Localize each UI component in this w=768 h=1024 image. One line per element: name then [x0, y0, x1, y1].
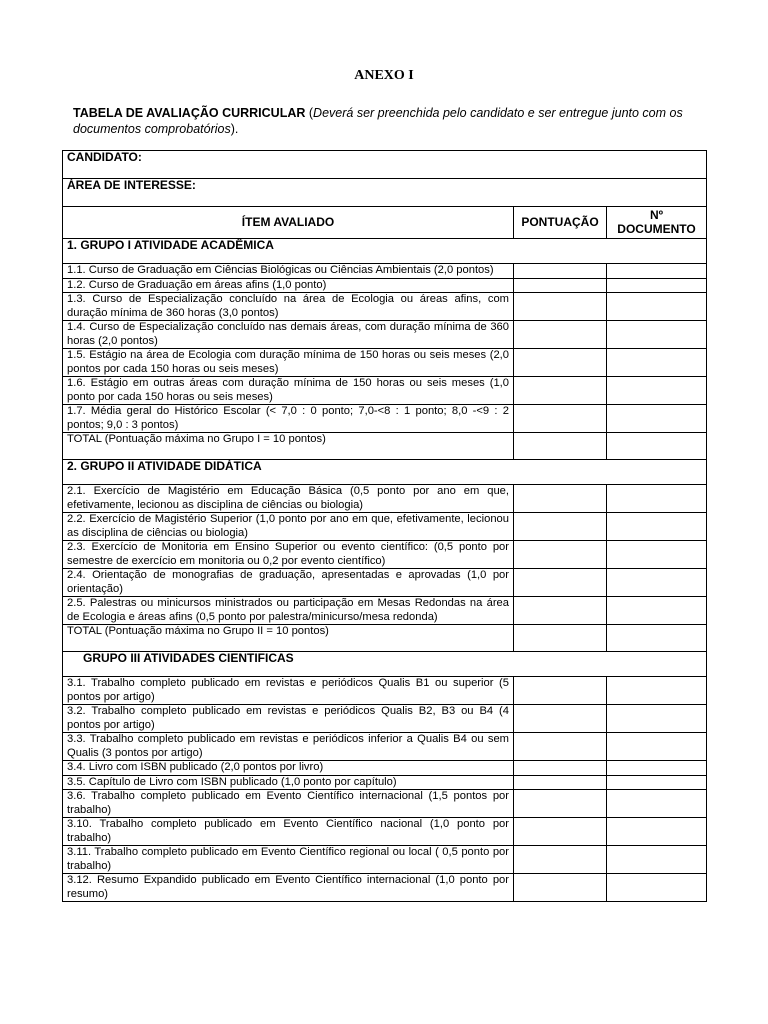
item-3-1: 3.1. Trabalho completo publicado em revistas e periódicos Qualis B1 ou superior (5 pontos por artigo) [63, 677, 514, 705]
column-header-document [607, 207, 707, 239]
candidate-row [63, 151, 707, 179]
table-row [63, 433, 707, 460]
group-1-title: 1. GRUPO I ATIVIDADE ACADÊMICA [63, 239, 707, 264]
table-row [63, 293, 707, 321]
area-of-interest-field[interactable]: ÁREA DE INTERESSE: [63, 179, 707, 207]
group-1-total: TOTAL (Pontuação máxima no Grupo I = 10 pontos) [63, 433, 514, 460]
item-1-3: 1.3. Curso de Especialização concluído na área de Ecologia ou áreas afins, com duração mínima de 360 horas (3,0 pontos) [63, 293, 514, 321]
table-row [63, 874, 707, 902]
item-1-6: 1.6. Estágio em outras áreas com duração mínima de 150 horas ou seis meses (1,0 ponto por cada 150 horas ou seis meses) [63, 377, 514, 405]
document-cell[interactable] [607, 513, 707, 541]
item-3-11: 3.11. Trabalho completo publicado em Evento Científico regional ou local ( 0,5 ponto por trabalho) [63, 846, 514, 874]
item-1-1: 1.1. Curso de Graduação em Ciências Biológicas ou Ciências Ambientais (2,0 pontos) [63, 264, 514, 279]
score-cell[interactable] [514, 321, 607, 349]
table-row [63, 569, 707, 597]
document-cell[interactable] [607, 597, 707, 625]
document-cell[interactable] [607, 761, 707, 776]
table-row [63, 733, 707, 761]
item-1-7: 1.7. Média geral do Histórico Escolar (< 7,0 : 0 ponto; 7,0-<8 : 1 ponto; 8,0 -<9 : 2 pontos; 9,0 : 3 pontos) [63, 405, 514, 433]
intro-close: ). [230, 122, 239, 136]
document-cell[interactable] [607, 278, 707, 293]
group-row [63, 460, 707, 485]
score-cell[interactable] [514, 485, 607, 513]
group-row [63, 652, 707, 677]
table-row [63, 405, 707, 433]
score-cell[interactable] [514, 761, 607, 776]
document-cell[interactable] [607, 569, 707, 597]
score-cell[interactable] [514, 733, 607, 761]
table-row [63, 846, 707, 874]
document-cell[interactable] [607, 874, 707, 902]
score-cell[interactable] [514, 705, 607, 733]
score-cell[interactable] [514, 513, 607, 541]
item-2-3: 2.3. Exercício de Monitoria em Ensino Superior ou evento científico: (0,5 ponto por semestre de exercício em monitoria ou 0,2 por evento científico) [63, 541, 514, 569]
document-cell[interactable] [607, 625, 707, 652]
group-2-total: TOTAL (Pontuação máxima no Grupo II = 10 pontos) [63, 625, 514, 652]
column-header-score: PONTUAÇÃO [514, 207, 607, 239]
document-cell[interactable] [607, 349, 707, 377]
score-cell[interactable] [514, 818, 607, 846]
table-row [63, 321, 707, 349]
score-cell[interactable] [514, 405, 607, 433]
column-header-item: ÍTEM AVALIADO [63, 207, 514, 239]
table-row [63, 541, 707, 569]
item-2-5: 2.5. Palestras ou minicursos ministrados ou participação em Mesas Redondas na área de Ecologia e áreas afins (0,5 ponto por palestra/minicurso/mesa redonda) [63, 597, 514, 625]
score-cell[interactable] [514, 293, 607, 321]
item-3-6: 3.6. Trabalho completo publicado em Evento Científico internacional (1,5 pontos por trabalho) [63, 790, 514, 818]
item-2-4: 2.4. Orientação de monografias de graduação, apresentadas e aprovadas (1,0 por orientação) [63, 569, 514, 597]
table-row [63, 377, 707, 405]
intro-heading: TABELA DE AVALIAÇÃO CURRICULAR [73, 106, 306, 120]
column-header-row [63, 207, 707, 239]
document-cell[interactable] [607, 705, 707, 733]
table-row [63, 818, 707, 846]
group-2-title: 2. GRUPO II ATIVIDADE DIDÁTICA [63, 460, 707, 485]
item-3-10: 3.10. Trabalho completo publicado em Evento Científico nacional (1,0 ponto por trabalho) [63, 818, 514, 846]
intro-open-paren: ( [305, 106, 314, 120]
annex-title: ANEXO I [354, 68, 414, 83]
table-row [63, 349, 707, 377]
document-cell[interactable] [607, 485, 707, 513]
document-cell[interactable] [607, 541, 707, 569]
column-header-document-line1: Nº [649, 208, 664, 222]
table-row [63, 485, 707, 513]
score-cell[interactable] [514, 625, 607, 652]
document-cell[interactable] [607, 818, 707, 846]
item-1-2: 1.2. Curso de Graduação em áreas afins (1,0 ponto) [63, 278, 514, 293]
score-cell[interactable] [514, 377, 607, 405]
document-cell[interactable] [607, 433, 707, 460]
document-cell[interactable] [607, 405, 707, 433]
score-cell[interactable] [514, 278, 607, 293]
item-3-2: 3.2. Trabalho completo publicado em revistas e periódicos Qualis B2, B3 ou B4 (4 pontos por artigo) [63, 705, 514, 733]
table-row [63, 775, 707, 790]
evaluation-table [62, 150, 707, 902]
document-cell[interactable] [607, 790, 707, 818]
column-header-document-line2: DOCUMENTO [617, 221, 696, 236]
score-cell[interactable] [514, 349, 607, 377]
table-row [63, 513, 707, 541]
document-cell[interactable] [607, 377, 707, 405]
intro-text [73, 105, 698, 137]
score-cell[interactable] [514, 433, 607, 460]
group-row [63, 239, 707, 264]
score-cell[interactable] [514, 677, 607, 705]
table-row [63, 677, 707, 705]
document-cell[interactable] [607, 775, 707, 790]
document-cell[interactable] [607, 321, 707, 349]
group-3-title: GRUPO III ATIVIDADES CIENTIFICAS [63, 652, 707, 677]
table-row [63, 264, 707, 279]
document-cell[interactable] [607, 733, 707, 761]
score-cell[interactable] [514, 874, 607, 902]
document-cell[interactable] [607, 677, 707, 705]
item-3-4: 3.4. Livro com ISBN publicado (2,0 pontos por livro) [63, 761, 514, 776]
score-cell[interactable] [514, 597, 607, 625]
score-cell[interactable] [514, 790, 607, 818]
table-row [63, 597, 707, 625]
item-3-12: 3.12. Resumo Expandido publicado em Evento Científico internacional (1,0 ponto por resumo) [63, 874, 514, 902]
item-2-1: 2.1. Exercício de Magistério em Educação Básica (0,5 ponto por ano em que, efetivamente, lecionou as disciplina de ciências ou biologia) [63, 485, 514, 513]
document-cell[interactable] [607, 264, 707, 279]
score-cell[interactable] [514, 569, 607, 597]
score-cell[interactable] [514, 264, 607, 279]
item-3-5: 3.5. Capítulo de Livro com ISBN publicado (1,0 ponto por capítulo) [63, 775, 514, 790]
candidate-field[interactable]: CANDIDATO: [63, 151, 707, 179]
document-cell[interactable] [607, 846, 707, 874]
score-cell[interactable] [514, 775, 607, 790]
document-cell[interactable] [607, 293, 707, 321]
item-2-2: 2.2. Exercício de Magistério Superior (1,0 ponto por ano em que, efetivamente, lecionou as disciplina de ciências ou biologia) [63, 513, 514, 541]
item-3-3: 3.3. Trabalho completo publicado em revistas e periódicos inferior a Qualis B4 ou sem Qualis (3 pontos por artigo) [63, 733, 514, 761]
area-row [63, 179, 707, 207]
score-cell[interactable] [514, 846, 607, 874]
item-1-5: 1.5. Estágio na área de Ecologia com duração mínima de 150 horas ou seis meses (2,0 pontos por cada 150 horas ou seis meses) [63, 349, 514, 377]
item-1-4: 1.4. Curso de Especialização concluído nas demais áreas, com duração mínima de 360 horas (2,0 pontos) [63, 321, 514, 349]
table-row [63, 625, 707, 652]
table-row [63, 761, 707, 776]
table-row [63, 790, 707, 818]
score-cell[interactable] [514, 541, 607, 569]
table-row [63, 705, 707, 733]
table-row [63, 278, 707, 293]
intro-instruction: Deverá ser preenchida pelo candidato e ser entregue junto com os documentos comprobatórios [73, 106, 683, 136]
